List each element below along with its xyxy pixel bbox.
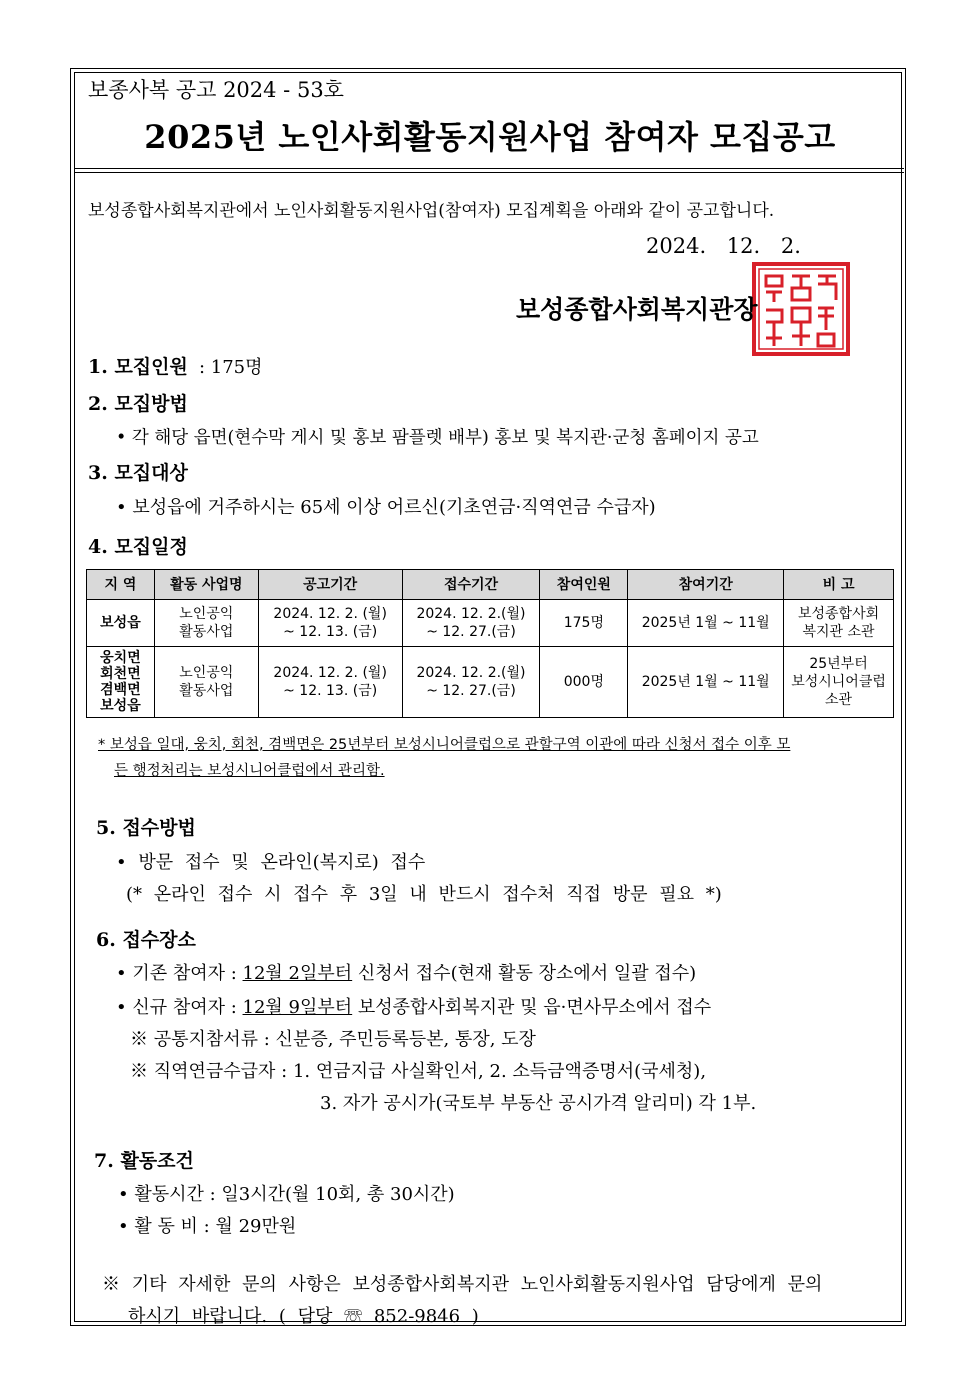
footer-inquiry-line-2: 하시기 바랍니다. ( 담당 ☏ 852-9846 ) xyxy=(128,1306,479,1327)
activity-hours: • 활동시간 : 일3시간(월 10회, 총 30시간) xyxy=(118,1184,455,1205)
section-3-title: 3. 모집대상 xyxy=(88,462,188,484)
recruit-count: : 175명 xyxy=(198,357,263,378)
cell-notice-period: 2024. 12. 2. (월) ~ 12. 13. (금) xyxy=(258,600,402,647)
new-label: • 신규 참여자 : xyxy=(116,997,237,1018)
col-header-notice-period: 공고기간 xyxy=(258,570,402,600)
cell-remarks: 보성종합사회 복지관 소관 xyxy=(784,600,894,647)
pension-documents-1: ※ 직역연금수급자 : 1. 연금지급 사실확인서, 2. 소득금액증명서(국세청), xyxy=(130,1061,707,1082)
application-method: • 방문 접수 및 온라인(복지로) 접수 xyxy=(116,852,426,873)
recruit-method: • 각 해당 읍면(현수막 게시 및 홍보 팜플렛 배부) 홍보 및 복지관·군청 홈페이지 공고 xyxy=(116,428,759,448)
common-documents: ※ 공통지참서류 : 신분증, 주민등록등본, 통장, 도장 xyxy=(130,1029,536,1050)
new-participants xyxy=(116,993,711,1019)
cell-remarks: 25년부터 보성시니어클럽 소관 xyxy=(784,647,894,718)
cell-participation-period: 2025년 1월 ~ 11월 xyxy=(628,647,784,718)
col-header-participation-period: 참여기간 xyxy=(628,570,784,600)
notice-number: 보종사복 공고 2024 - 53호 xyxy=(88,78,344,102)
cell-participation-period: 2025년 1월 ~ 11월 xyxy=(628,600,784,647)
schedule-table xyxy=(86,569,894,718)
cell-program: 노인공익 활동사업 xyxy=(154,600,258,647)
existing-label: • 기존 참여자 : xyxy=(116,963,237,984)
col-header-program: 활동 사업명 xyxy=(154,570,258,600)
official-seal xyxy=(752,262,850,356)
existing-detail: 신청서 접수(현재 활동 장소에서 일괄 접수) xyxy=(357,963,697,984)
title-divider-double xyxy=(74,172,904,173)
section-6-title: 6. 접수장소 xyxy=(96,929,196,951)
section-7-title: 7. 활동조건 xyxy=(94,1150,194,1172)
section-recruit-count xyxy=(88,352,263,379)
existing-date: 12월 2일부터 xyxy=(242,963,353,984)
cell-region: 웅치면 회천면 겸백면 보성읍 xyxy=(87,647,155,718)
organization-name: 보성종합사회복지관장 xyxy=(516,295,758,324)
col-header-remarks: 비 고 xyxy=(784,570,894,600)
cell-notice-period: 2024. 12. 2. (월) ~ 12. 13. (금) xyxy=(258,647,402,718)
cell-participants: 175명 xyxy=(540,600,628,647)
notice-date: 2024. 12. 2. xyxy=(646,234,801,258)
cell-participants: 000명 xyxy=(540,647,628,718)
table-row xyxy=(87,647,894,718)
existing-participants xyxy=(116,959,696,985)
table-note-line-1: * 보성읍 일대, 웅치, 회천, 겸백면은 25년부터 보성시니어클럽으로 관할구역 이관에 따라 신청서 접수 이후 모 xyxy=(98,737,791,753)
footer-inquiry-line-1: ※ 기타 자세한 문의 사항은 보성종합사회복지관 노인사회활동지원사업 담당에게 문의 xyxy=(102,1274,823,1295)
new-date: 12월 9일부터 xyxy=(242,997,353,1018)
col-header-application-period: 접수기간 xyxy=(402,570,540,600)
section-1-title: 1. 모집인원 xyxy=(88,356,188,378)
section-5-title: 5. 접수방법 xyxy=(96,817,196,839)
pension-documents-2: 3. 자가 공시가(국토부 부동산 공시가격 알리미) 각 1부. xyxy=(320,1093,757,1114)
col-header-participants: 참여인원 xyxy=(540,570,628,600)
recruit-target: • 보성읍에 거주하시는 65세 이상 어르신(기초연금·직역연금 수급자) xyxy=(116,497,656,518)
cell-program: 노인공익 활동사업 xyxy=(154,647,258,718)
table-note-line-2: 든 행정처리는 보성시니어클럽에서 관리함. xyxy=(114,763,385,779)
title-divider xyxy=(74,168,904,169)
table-header-row xyxy=(87,570,894,600)
intro-text: 보성종합사회복지관에서 노인사회활동지원사업(참여자) 모집계획을 아래와 같이 공고합니다. xyxy=(88,201,775,221)
section-2-title: 2. 모집방법 xyxy=(88,393,188,415)
activity-pay: • 활 동 비 : 월 29만원 xyxy=(118,1216,297,1237)
col-header-region: 지 역 xyxy=(87,570,155,600)
cell-application-period: 2024. 12. 2.(월) ~ 12. 27.(금) xyxy=(402,600,540,647)
new-detail: 보성종합사회복지관 및 읍·면사무소에서 접수 xyxy=(357,997,712,1018)
cell-region: 보성읍 xyxy=(87,600,155,647)
online-application-note: (* 온라인 접수 시 접수 후 3일 내 반드시 접수처 직접 방문 필요 *) xyxy=(126,884,722,905)
table-row xyxy=(87,600,894,647)
cell-application-period: 2024. 12. 2.(월) ~ 12. 27.(금) xyxy=(402,647,540,718)
page-title: 2025년 노인사회활동지원사업 참여자 모집공고 xyxy=(144,118,836,156)
section-4-title: 4. 모집일정 xyxy=(88,536,188,558)
